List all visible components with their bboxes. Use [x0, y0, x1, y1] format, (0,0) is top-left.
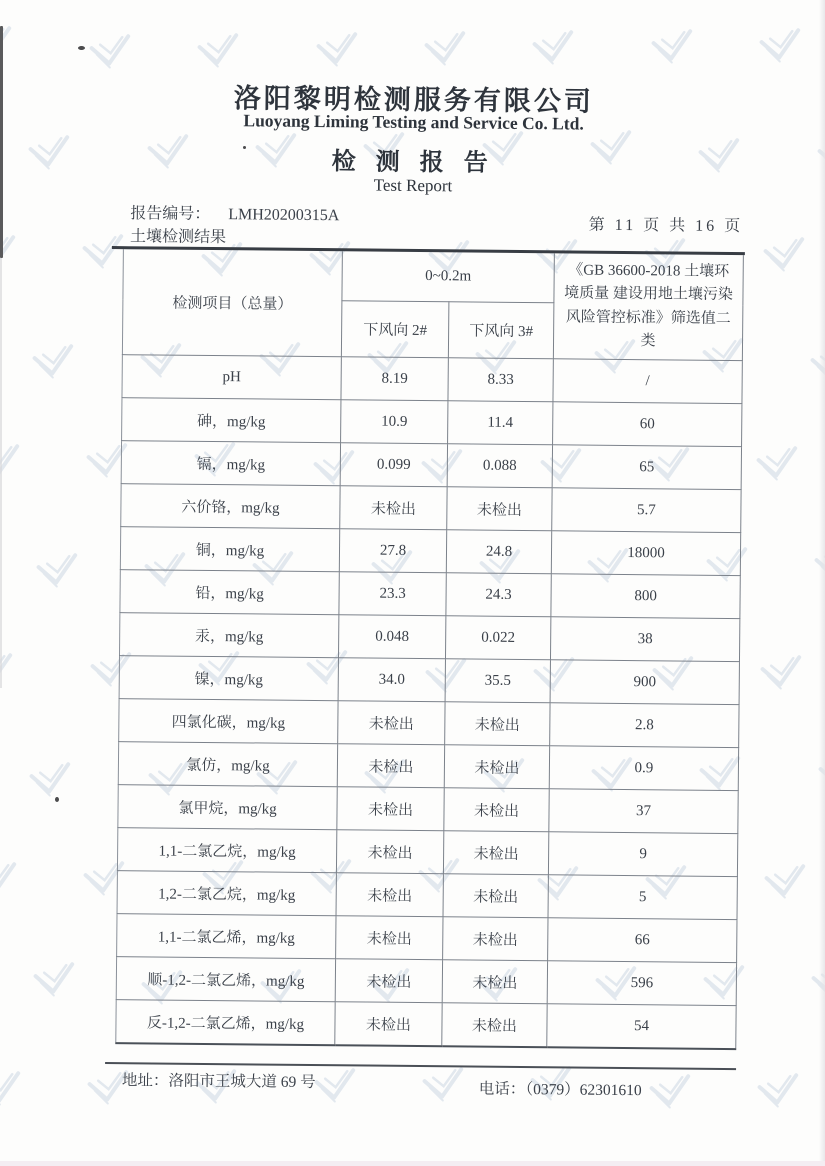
- cell-sample-3: 未检出: [442, 1003, 547, 1048]
- cell-sample-2: 未检出: [338, 701, 445, 745]
- cell-sample-2: 未检出: [336, 873, 443, 917]
- cell-sample-3: 未检出: [443, 917, 548, 961]
- cell-item: 汞，mg/kg: [119, 613, 338, 658]
- cell-item: 顺-1,2-二氯乙烯，mg/kg: [116, 957, 335, 1002]
- table-row: [119, 613, 739, 662]
- cell-sample-3: 未检出: [447, 487, 552, 531]
- column-header-sample-3: 下风向 3#: [448, 302, 554, 359]
- report-number-label: 报告编号：: [130, 205, 211, 223]
- page-indicator: 第 11 页 共 16 页: [588, 216, 744, 236]
- company-name-chinese: 洛阳黎明检测服务有限公司: [233, 83, 594, 117]
- cell-item: 铅，mg/kg: [120, 570, 339, 615]
- cell-item: 四氯化碳，mg/kg: [119, 699, 338, 744]
- table-row: [122, 355, 742, 404]
- phone-label: 电话：: [478, 1080, 526, 1099]
- cell-item: pH: [122, 355, 341, 400]
- report-title-chinese: 检 测 报 告: [331, 149, 495, 177]
- cell-sample-3: 0.022: [445, 616, 550, 660]
- phone-value: （0379）62301610: [525, 1081, 642, 1100]
- cell-limit: 65: [552, 445, 741, 490]
- table-row: [121, 484, 741, 533]
- table-row: [118, 785, 738, 834]
- footer-phone: [479, 1077, 642, 1101]
- cell-limit: 66: [548, 918, 737, 963]
- report-number-line: [130, 200, 339, 225]
- column-header-sample-2: 下风向 2#: [341, 301, 449, 358]
- report-number-value: LMH20200315A: [228, 206, 340, 225]
- cell-item: 氯甲烷，mg/kg: [118, 785, 337, 830]
- soil-results-table: [115, 249, 744, 1050]
- cell-sample-2: 未检出: [335, 1002, 442, 1047]
- cell-limit: 2.8: [550, 703, 739, 748]
- cell-limit: 596: [547, 961, 736, 1006]
- cell-item: 六价铬，mg/kg: [121, 484, 340, 529]
- cell-item: 镍，mg/kg: [119, 656, 338, 701]
- cell-limit: /: [553, 359, 742, 404]
- cell-sample-3: 8.33: [448, 358, 553, 402]
- table-row: [116, 1000, 736, 1049]
- cell-item: 镉，mg/kg: [121, 441, 340, 486]
- table-row: [117, 914, 737, 963]
- table-row: [119, 699, 739, 748]
- cell-limit: 37: [549, 789, 738, 834]
- table-row: [117, 871, 737, 920]
- cell-limit: 38: [550, 617, 739, 662]
- cell-sample-3: 未检出: [444, 745, 549, 789]
- cell-sample-2: 未检出: [336, 916, 443, 960]
- cell-sample-3: 未检出: [444, 788, 549, 832]
- column-header-standard: 《GB 36600-2018 土壤环境质量 建设用地土壤污染风险管控标准》筛选值二类: [553, 253, 743, 360]
- cell-limit: 5.7: [552, 488, 741, 533]
- column-header-depth: 0~0.2m: [342, 251, 554, 303]
- cell-limit: 900: [550, 660, 739, 705]
- cell-item: 铜，mg/kg: [120, 527, 339, 572]
- address-value: 洛阳市王城大道 69 号: [168, 1072, 316, 1092]
- cell-limit: 18000: [551, 531, 740, 576]
- cell-item: 反-1,2-二氯乙烯，mg/kg: [116, 1000, 335, 1046]
- table-row: [116, 957, 736, 1006]
- cell-sample-3: 0.088: [447, 444, 552, 488]
- cell-item: 1,2-二氯乙烷，mg/kg: [117, 871, 336, 916]
- cell-sample-2: 未检出: [335, 959, 442, 1003]
- cell-sample-2: 未检出: [337, 744, 444, 788]
- cell-sample-3: 24.3: [446, 573, 551, 617]
- cell-item: 1,1-二氯乙烷，mg/kg: [117, 828, 336, 873]
- section-title: 土壤检测结果: [129, 228, 227, 247]
- table-row: [118, 742, 738, 791]
- cell-sample-3: 未检出: [443, 831, 548, 875]
- table-row: [119, 656, 739, 705]
- cell-sample-2: 0.099: [340, 443, 447, 487]
- cell-sample-2: 未检出: [340, 486, 447, 530]
- column-header-item: 检测项目（总量）: [122, 249, 342, 357]
- table-row: [120, 527, 740, 576]
- address-label: 地址：: [121, 1072, 169, 1090]
- cell-limit: 0.9: [549, 746, 738, 791]
- cell-limit: 5: [548, 875, 737, 920]
- cell-sample-3: 未检出: [445, 702, 550, 746]
- cell-sample-2: 8.19: [341, 357, 448, 401]
- table-row: [120, 570, 740, 619]
- cell-item: 氯仿，mg/kg: [118, 742, 337, 787]
- cell-sample-3: 35.5: [445, 659, 550, 703]
- cell-item: 1,1-二氯乙烯，mg/kg: [117, 914, 336, 959]
- table-row: [121, 441, 741, 490]
- cell-sample-2: 34.0: [338, 658, 445, 702]
- cell-sample-3: 未检出: [442, 960, 547, 1004]
- cell-sample-3: 11.4: [448, 401, 553, 445]
- cell-sample-2: 0.048: [338, 615, 445, 659]
- cell-sample-2: 27.8: [339, 529, 446, 573]
- cell-limit: 800: [551, 574, 740, 619]
- cell-item: 砷，mg/kg: [122, 398, 341, 443]
- cell-limit: 9: [548, 832, 737, 877]
- report-title-english: Test Report: [373, 175, 453, 196]
- cell-sample-2: 10.9: [341, 400, 448, 444]
- cell-sample-3: 24.8: [446, 530, 551, 574]
- cell-sample-2: 未检出: [337, 787, 444, 831]
- cell-limit: 54: [547, 1004, 736, 1049]
- cell-limit: 60: [553, 402, 742, 447]
- footer-address: [122, 1068, 316, 1092]
- table-row: [117, 828, 737, 877]
- table-row: [122, 398, 742, 447]
- cell-sample-2: 未检出: [336, 830, 443, 874]
- cell-sample-3: 未检出: [443, 874, 548, 918]
- cell-sample-2: 23.3: [339, 572, 446, 616]
- company-name-english: Luoyang Liming Testing and Service Co. Ltd.: [243, 110, 584, 134]
